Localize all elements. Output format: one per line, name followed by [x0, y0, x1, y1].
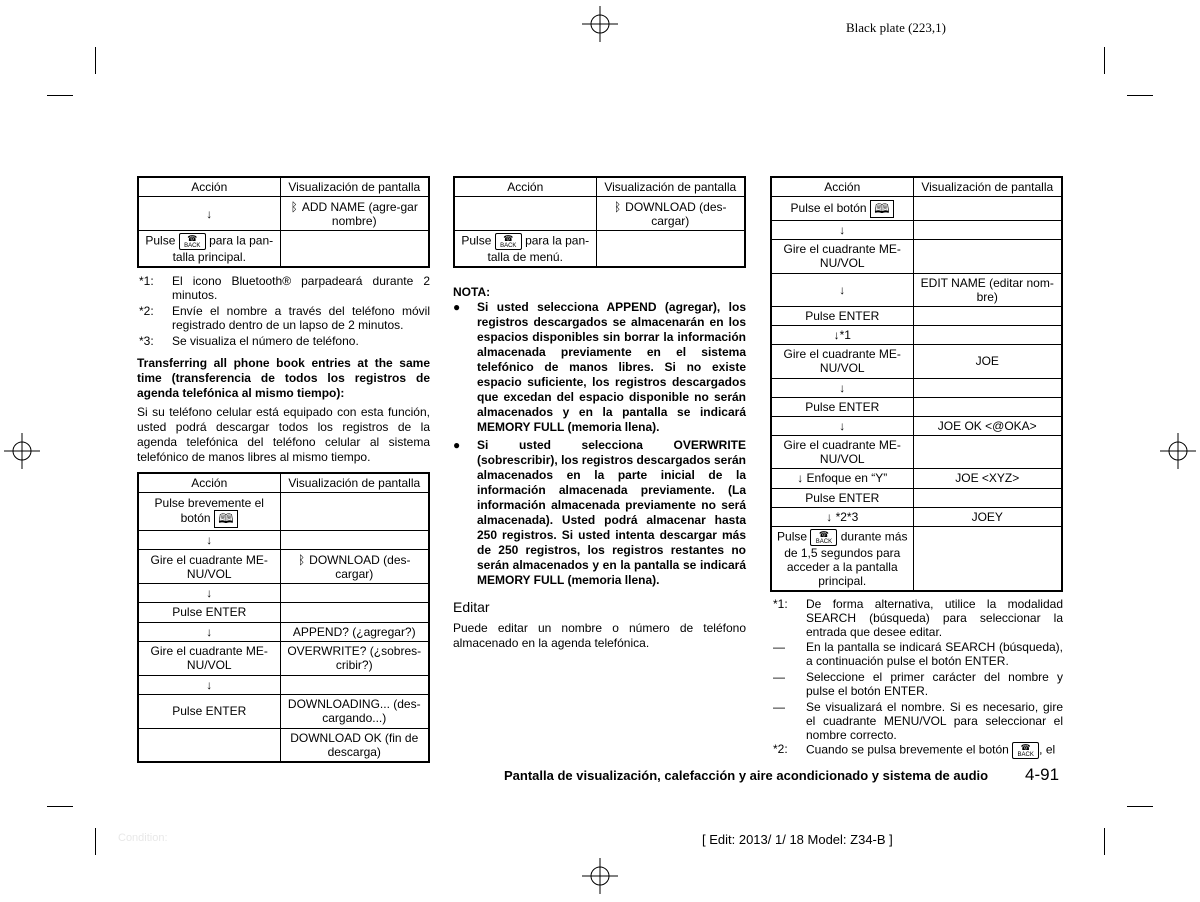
table-cell-action: Gire el cuadrante ME-NU/VOL — [771, 345, 913, 378]
note-bullet: ● Si usted selecciona APPEND (agregar), los registros descargados se almacenarán en los espacios disponibles sin borrar la información almacenada previamente en el sistema telefónico de manos libres. Si no existe espacio suficiente, los registros descargados que excedan del espacio disponible no serán almacenados y en la pantalla se indicará MEMORY FULL (memoria llena). — [453, 300, 746, 434]
column-header-action: Acción — [138, 473, 280, 493]
footnote: — Seleccione el primer carácter del nombre y pulse el botón ENTER. — [773, 670, 1063, 698]
action-table-download — [453, 176, 746, 268]
column-header-action: Acción — [771, 177, 913, 197]
table-cell-action: ↓ *2*3 — [771, 507, 913, 526]
table-cell-action: ↓ — [138, 584, 280, 603]
table-cell-display — [913, 397, 1062, 416]
back-button-icon: ☎ BACK — [810, 529, 837, 546]
crop-mark — [1127, 806, 1153, 807]
table-cell-display — [913, 221, 1062, 240]
column-header-action: Acción — [138, 177, 280, 197]
crop-mark — [47, 95, 73, 96]
note-label: NOTA: — [453, 285, 491, 299]
back-button-icon: ☎ BACK — [1012, 742, 1039, 759]
table-cell-display: OVERWRITE? (¿sobres-cribir?) — [280, 641, 429, 675]
table-cell-action: ↓ — [138, 197, 280, 231]
footnote: *2: Envíe el nombre a través del teléfono móvil registrado dentro de un lapso de 2 minutos. — [139, 304, 430, 332]
action-table-edit-name — [770, 176, 1063, 592]
table-cell-display — [280, 231, 429, 268]
crop-mark — [1104, 47, 1105, 74]
column-header-display: Visualización de pantalla — [596, 177, 745, 197]
action-table-add-name — [137, 176, 430, 268]
table-cell-display: JOE OK <@OKA> — [913, 416, 1062, 435]
footnote: *1: El icono Bluetooth® parpadeará durante 2 minutos. — [139, 274, 430, 302]
table-cell-display: ᛒ DOWNLOAD (des-cargar) — [280, 550, 429, 584]
table-cell-display: EDIT NAME (editar nom-bre) — [913, 273, 1062, 306]
table-cell-display: APPEND? (¿agregar?) — [280, 622, 429, 641]
table-cell-action: Gire el cuadrante ME-NU/VOL — [771, 436, 913, 469]
table-cell-action: ↓*1 — [771, 326, 913, 345]
section-title: Editar — [453, 599, 490, 615]
table-cell-action: Pulse ENTER — [771, 488, 913, 507]
section-heading: Transferring all phone book entries at the same time (transferencia de todos los registros de agenda telefónica al mismo tiempo): — [137, 356, 430, 400]
table-cell-display — [913, 197, 1062, 221]
table-cell-action — [138, 728, 280, 762]
crop-mark — [1104, 828, 1105, 855]
table-cell-display — [913, 378, 1062, 397]
table-cell-action: Gire el cuadrante ME-NU/VOL — [138, 550, 280, 584]
table-cell-action: Pulse brevemente el botón 🕮 — [138, 493, 280, 531]
page-number: 4-91 — [1025, 765, 1060, 784]
table-cell-display: ᛒ DOWNLOAD (des-cargar) — [596, 197, 745, 231]
table-cell-action: ↓ — [138, 675, 280, 694]
table-cell-display — [913, 436, 1062, 469]
table-cell-display — [280, 584, 429, 603]
table-cell-display — [913, 306, 1062, 325]
footnote: *2: Cuando se pulsa brevemente el botón ☎ BACK , el — [773, 742, 1056, 758]
bluetooth-icon: ᛒ — [297, 552, 306, 567]
table-cell-action: Pulse ☎ BACK durante más de 1,5 segundos para acceder a la pantalla principal. — [771, 526, 913, 591]
book-icon: 🕮 — [214, 510, 238, 528]
paragraph: Puede editar un nombre o número de teléfono almacenado en la agenda telefónica. — [453, 621, 746, 650]
table-cell-action: ↓ — [771, 273, 913, 306]
table-cell-action: ↓ — [771, 416, 913, 435]
table-cell-action: Pulse ENTER — [138, 603, 280, 622]
crop-mark — [95, 47, 96, 74]
note-bullet: ● Si usted selecciona OVERWRITE (sobrescribir), los registros descargados serán almacenados en la parte inicial de la información almacenada previamente. (La información almacenada previamente no será almacenada). Usted podrá almacenar hasta 250 registros. Si usted intenta descargar más de 250 registros, los registros restantes no serán almacenados y en la pantalla se indicará MEMORY FULL (memoria llena). — [453, 438, 746, 587]
table-cell-action: Gire el cuadrante ME-NU/VOL — [771, 240, 913, 273]
bluetooth-icon: ᛒ — [613, 199, 622, 214]
table-cell-action: Pulse ENTER — [771, 306, 913, 325]
table-cell-display — [913, 240, 1062, 273]
column-header-action: Acción — [454, 177, 596, 197]
footnote: *3: Se visualiza el número de teléfono. — [139, 334, 359, 348]
table-cell-action: Pulse ☎ BACK para la pan-talla principal. — [138, 231, 280, 268]
condition-label: Condition: — [118, 832, 168, 844]
table-cell-action: ↓ Enfoque en “Y” — [771, 469, 913, 488]
table-cell-display: JOE — [913, 345, 1062, 378]
paragraph: Si su teléfono celular está equipado con esta función, usted podrá descargar todos los registros de la agenda telefónica del teléfono celular al sistema telefónico de manos libres al mismo tiempo. — [137, 405, 430, 464]
table-cell-display: JOE <XYZ> — [913, 469, 1062, 488]
back-button-icon: ☎ BACK — [495, 233, 522, 250]
table-cell-display — [913, 488, 1062, 507]
table-cell-action: Gire el cuadrante ME-NU/VOL — [138, 641, 280, 675]
footnote: *1: De forma alternativa, utilice la modalidad SEARCH (búsqueda) para seleccionar la entrada que desee editar. — [773, 597, 1063, 639]
table-cell-action: Pulse el botón 🕮 — [771, 197, 913, 221]
registration-mark-bottom — [582, 858, 618, 894]
plate-label: Black plate (223,1) — [846, 20, 946, 35]
table-cell-display — [280, 531, 429, 550]
column-header-display: Visualización de pantalla — [280, 473, 429, 493]
table-cell-action: Pulse ENTER — [771, 397, 913, 416]
table-cell-display: JOEY — [913, 507, 1062, 526]
footnote: — Se visualizará el nombre. Si es necesario, gire el cuadrante MENU/VOL para seleccionar el nombre correcto. — [773, 700, 1063, 742]
table-cell-action: ↓ — [771, 378, 913, 397]
column-header-display: Visualización de pantalla — [280, 177, 429, 197]
table-cell-display: ᛒ ADD NAME (agre-gar nombre) — [280, 197, 429, 231]
table-cell-display: DOWNLOADING... (des-cargando...) — [280, 694, 429, 728]
bluetooth-icon: ᛒ — [290, 199, 298, 214]
back-button-icon: ☎ BACK — [179, 233, 206, 250]
table-cell-action: ↓ — [771, 221, 913, 240]
table-cell-display — [280, 603, 429, 622]
registration-mark-top — [582, 6, 618, 42]
column-header-display: Visualización de pantalla — [913, 177, 1062, 197]
crop-mark — [95, 828, 96, 855]
registration-mark-right — [1160, 433, 1196, 469]
footnote: — En la pantalla se indicará SEARCH (búsqueda), a continuación pulse el botón ENTER. — [773, 640, 1063, 668]
table-cell-action: Pulse ENTER — [138, 694, 280, 728]
book-icon: 🕮 — [870, 200, 894, 218]
table-cell-display — [280, 675, 429, 694]
action-table-download-all — [137, 472, 430, 763]
edit-info: [ Edit: 2013/ 1/ 18 Model: Z34-B ] — [702, 832, 893, 847]
footer-chapter-title: Pantalla de visualización, calefacción y aire acondicionado y sistema de audio — [504, 768, 989, 783]
registration-mark-left — [4, 433, 40, 469]
crop-mark — [1127, 95, 1153, 96]
crop-mark — [47, 806, 73, 807]
table-cell-action: ↓ — [138, 622, 280, 641]
table-cell-action: ↓ — [138, 531, 280, 550]
table-cell-display: DOWNLOAD OK (fin de descarga) — [280, 728, 429, 762]
table-cell-display — [596, 231, 745, 268]
table-cell-action: Pulse ☎ BACK para la pan-talla de menú. — [454, 231, 596, 268]
table-cell-action — [454, 197, 596, 231]
table-cell-display — [913, 326, 1062, 345]
table-cell-display — [913, 526, 1062, 591]
table-cell-display — [280, 493, 429, 531]
